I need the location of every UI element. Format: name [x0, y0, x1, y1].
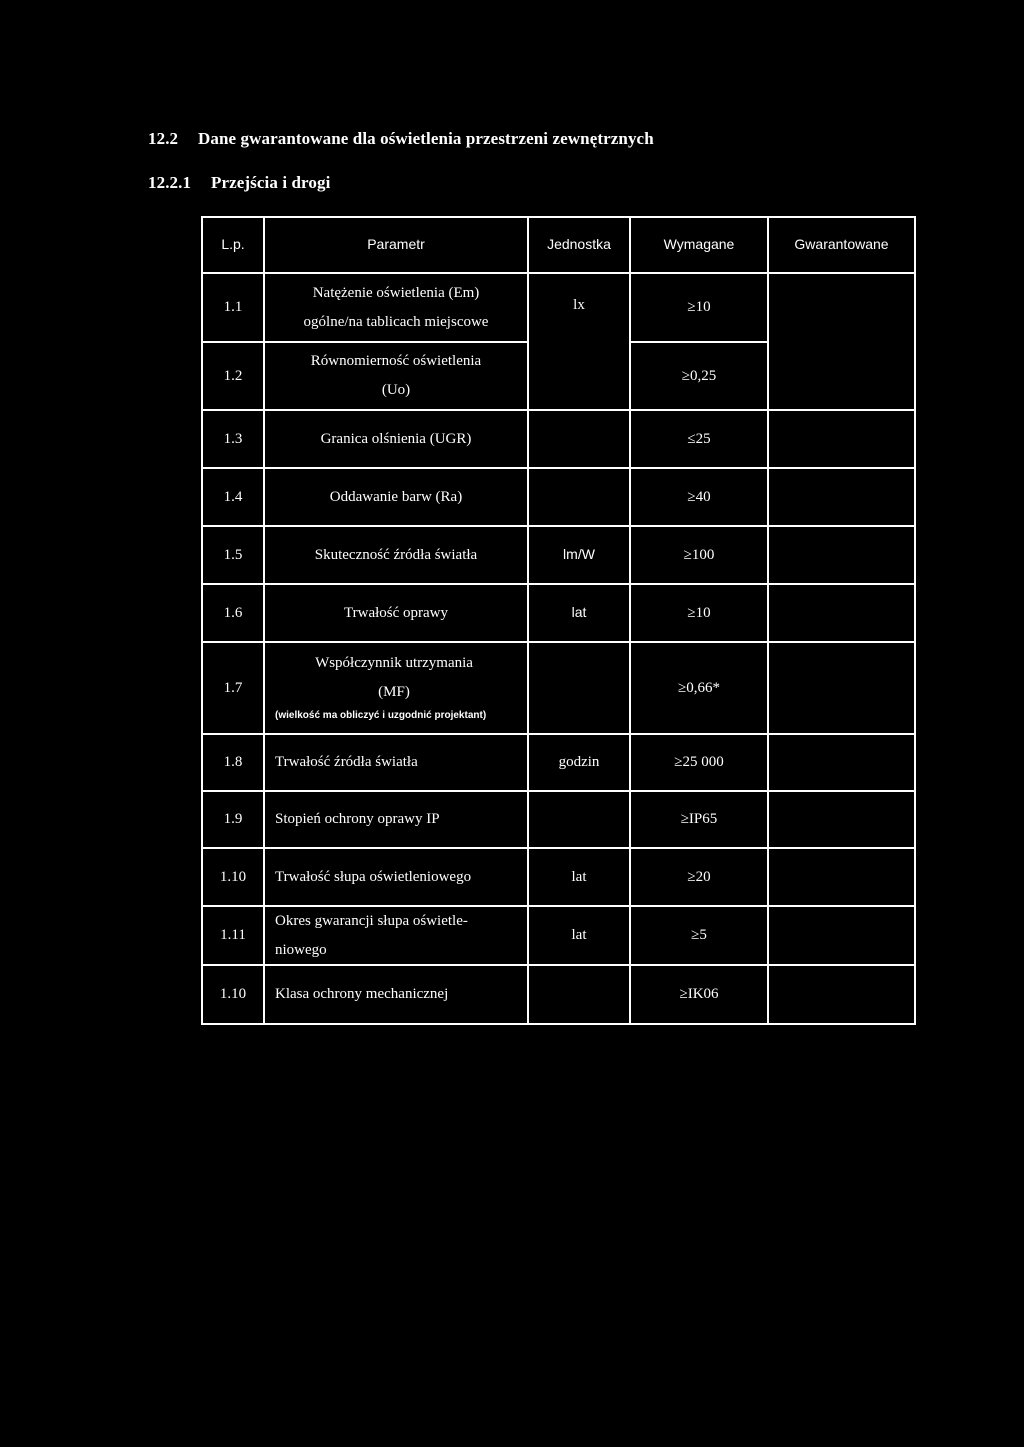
row-lp: 1.6	[202, 584, 264, 642]
table-row	[202, 273, 915, 342]
section-number: 12.2	[148, 129, 179, 148]
row-unit	[528, 965, 630, 1024]
row-param: Skuteczność źródła światła	[264, 526, 528, 584]
row-required: ≤25	[630, 410, 768, 468]
row-param: Trwałość źródła światła	[264, 734, 528, 791]
row-required: ≥25 000	[630, 734, 768, 791]
row-param-line1: Natężenie oświetlenia (Em)	[312, 284, 480, 301]
table-row	[202, 734, 915, 791]
row-guaranteed	[768, 642, 915, 734]
table-row	[202, 526, 915, 584]
row-guaranteed	[768, 526, 915, 584]
header-unit: Jednostka	[528, 217, 630, 273]
row-required: ≥5	[630, 906, 768, 965]
table-header-row	[202, 217, 915, 273]
row-lp: 1.10	[202, 965, 264, 1024]
section-title: Dane gwarantowane dla oświetlenia przestrzeni zewnętrznych	[198, 129, 654, 148]
row-required: ≥40	[630, 468, 768, 526]
table-row	[202, 791, 915, 848]
table-row	[202, 965, 915, 1024]
row-unit	[528, 642, 630, 734]
row-guaranteed	[768, 584, 915, 642]
row-guaranteed	[768, 791, 915, 848]
row-param	[264, 906, 528, 965]
row-required: ≥IK06	[630, 965, 768, 1024]
row-guaranteed	[768, 848, 915, 906]
section-heading	[148, 129, 654, 149]
row-param: Trwałość oprawy	[264, 584, 528, 642]
row-unit	[528, 410, 630, 468]
row-guaranteed	[768, 906, 915, 965]
row-unit: lm/W	[528, 526, 630, 584]
subsection-heading	[148, 173, 330, 193]
row-lp: 1.11	[202, 906, 264, 965]
row-param: Stopień ochrony oprawy IP	[264, 791, 528, 848]
row-guaranteed	[768, 965, 915, 1024]
table-row	[202, 410, 915, 468]
row-unit	[528, 468, 630, 526]
row-required: ≥10	[630, 273, 768, 342]
row-lp: 1.4	[202, 468, 264, 526]
row-lp: 1.8	[202, 734, 264, 791]
table-row	[202, 642, 915, 734]
row-param-line1: Współczynnik utrzymania	[315, 655, 473, 671]
row-unit: lat	[528, 584, 630, 642]
row-param: Oddawanie barw (Ra)	[264, 468, 528, 526]
row-param-note: (wielkość ma obliczyć i uzgodnić projektant)	[275, 709, 487, 721]
row-param	[264, 642, 528, 734]
row-param-line1: Równomierność oświetlenia	[310, 353, 482, 370]
row-required: ≥100	[630, 526, 768, 584]
row-guaranteed	[768, 273, 915, 410]
header-guaranteed: Gwarantowane	[768, 217, 915, 273]
subsection-title: Przejścia i drogi	[211, 173, 331, 192]
row-param-line1: Okres gwarancji słupa oświetle-	[275, 912, 468, 929]
row-guaranteed	[768, 410, 915, 468]
row-param-line2: (MF)	[378, 683, 410, 700]
row-unit: lat	[528, 848, 630, 906]
row-required: ≥20	[630, 848, 768, 906]
subsection-number: 12.2.1	[148, 173, 192, 192]
row-param-line2: niowego	[275, 941, 327, 958]
guaranteed-data-table	[201, 216, 916, 1025]
row-lp: 1.2	[202, 342, 264, 410]
row-unit	[528, 791, 630, 848]
row-required: ≥0,66*	[630, 642, 768, 734]
table-row	[202, 468, 915, 526]
header-lp: L.p.	[202, 217, 264, 273]
row-param	[264, 342, 528, 410]
row-unit: godzin	[528, 734, 630, 791]
row-lp: 1.7	[202, 642, 264, 734]
row-param-line2: (Uo)	[381, 382, 411, 398]
row-unit: lx	[528, 273, 630, 410]
row-lp: 1.1	[202, 273, 264, 342]
row-guaranteed	[768, 734, 915, 791]
row-param: Klasa ochrony mechanicznej	[264, 965, 528, 1024]
row-lp: 1.5	[202, 526, 264, 584]
row-lp: 1.10	[202, 848, 264, 906]
row-param: Trwałość słupa oświetleniowego	[264, 848, 528, 906]
table-row	[202, 906, 915, 965]
header-param: Parametr	[264, 217, 528, 273]
row-required: ≥0,25	[630, 342, 768, 410]
header-required: Wymagane	[630, 217, 768, 273]
row-param	[264, 273, 528, 342]
table-row	[202, 848, 915, 906]
row-lp: 1.9	[202, 791, 264, 848]
row-lp: 1.3	[202, 410, 264, 468]
row-param: Granica olśnienia (UGR)	[264, 410, 528, 468]
table-row	[202, 584, 915, 642]
row-param-line2: ogólne/na tablicach miejscowe	[303, 313, 489, 330]
row-required: ≥IP65	[630, 791, 768, 848]
row-guaranteed	[768, 468, 915, 526]
row-required: ≥10	[630, 584, 768, 642]
row-unit: lat	[528, 906, 630, 965]
